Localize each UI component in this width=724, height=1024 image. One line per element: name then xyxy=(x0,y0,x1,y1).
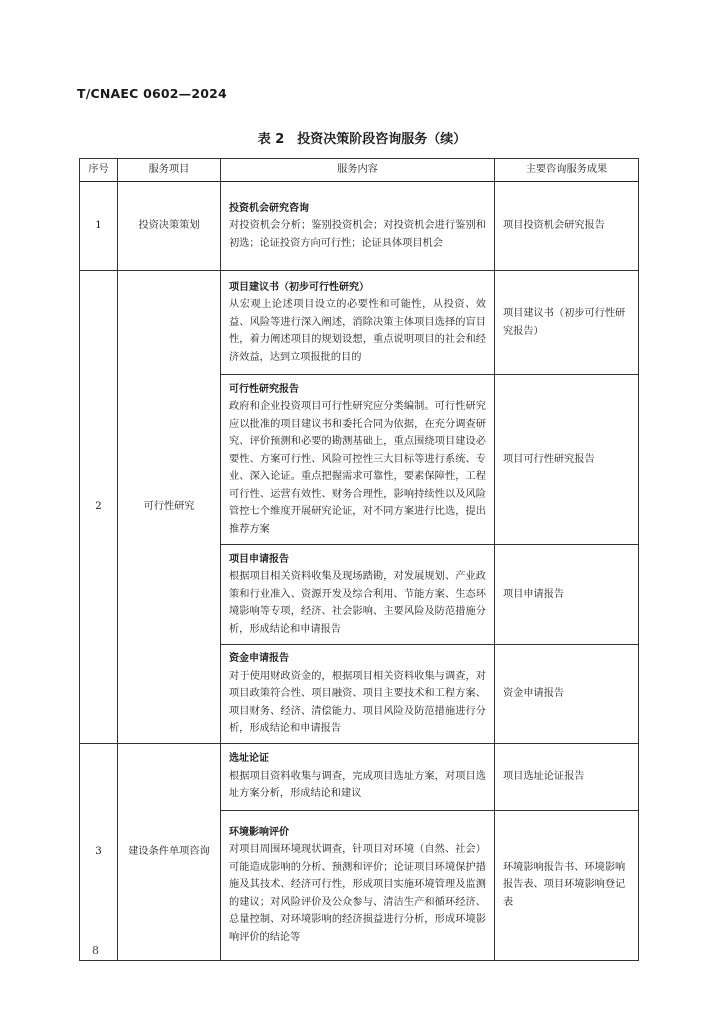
table-title: 表 2 投资决策阶段咨询服务（续） xyxy=(257,132,467,147)
service-result: 资金申请报告 xyxy=(495,645,639,744)
service-result: 项目投资机会研究报告 xyxy=(495,182,639,271)
service-content xyxy=(221,743,495,810)
service-content-body: 从宏观上论述项目设立的必要性和可能性，从投资、效益、风险等进行深入阐述，消除决策主体项目选择的盲目性，着力阐述项目的规划设想，重点说明项目的社会和经济效益，达到立项报批的目的 xyxy=(229,299,486,363)
service-content xyxy=(221,375,495,545)
document-standard-code: T/CNAEC 0602—2024 xyxy=(77,86,227,101)
row-number: 1 xyxy=(80,182,118,271)
service-content xyxy=(221,182,495,271)
page-number: 8 xyxy=(92,944,99,957)
service-content xyxy=(221,810,495,960)
service-item: 建设条件单项咨询 xyxy=(118,743,221,960)
service-content-title: 项目申请报告 xyxy=(229,553,289,565)
table-row xyxy=(80,743,639,810)
service-content-title: 可行性研究报告 xyxy=(229,383,299,395)
service-content-title: 环境影响评价 xyxy=(229,826,289,838)
service-content xyxy=(221,271,495,375)
service-content-title: 资金申请报告 xyxy=(229,653,289,664)
service-content-title: 投资机会研究咨询 xyxy=(229,202,309,214)
service-result: 项目申请报告 xyxy=(495,545,639,645)
column-header-service-content: 服务内容 xyxy=(221,159,495,182)
service-content xyxy=(221,645,495,744)
service-content-body: 根据项目相关资料收集及现场踏勘，对发展规划、产业政策和行业准入、资源开发及综合利用、节能方案、生态环境影响等专项，经济、社会影响、主要风险及防范措施分析，形成结论和申请报告 xyxy=(229,571,486,635)
service-content xyxy=(221,545,495,645)
service-content-body: 政府和企业投资项目可行性研究应分类编制。可行性研究应以批准的项目建议书和委托合同为依据，在充分调查研究、评价预测和必要的勘测基础上，重点围绕项目建设必要性、方案可行性、风险可控性三大目标等进行系统、专业、深入论证。重点把握需求可靠性，要素保障性，工程可行性、运营有效性、财务合理性，影响持续性以及风险管控七个维度开展研究论证，对不同方案进行比选，提出推荐方案 xyxy=(229,401,486,535)
service-content-title: 项目建议书（初步可行性研究） xyxy=(229,281,369,293)
table-row xyxy=(80,182,639,271)
service-content-body: 对投资机会分析；鉴别投资机会；对投资机会进行鉴别和初选；论证投资方向可行性；论证具体项目机会 xyxy=(229,220,486,249)
row-number: 3 xyxy=(80,743,118,960)
service-item: 投资决策策划 xyxy=(118,182,221,271)
consulting-services-table xyxy=(79,158,639,961)
service-content-body: 根据项目资料收集与调查，完成项目选址方案，对项目选址方案分析，形成结论和建议 xyxy=(229,770,486,800)
service-content-title: 选址论证 xyxy=(229,753,269,765)
column-header-number: 序号 xyxy=(80,159,118,182)
service-result: 项目选址论证报告 xyxy=(495,743,639,810)
column-header-service-item: 服务项目 xyxy=(118,159,221,182)
service-content-body: 对于使用财政资金的，根据项目相关资料收集与调查，对项目政策符合性、项目融资、项目主要技术和工程方案、项目财务、经济、清偿能力、项目风险及防范措施进行分析，形成结论和申请报告 xyxy=(229,670,486,734)
service-content-body: 对项目周围环境现状调查，针项目对环境（自然、社会）可能造成影响的分析、预测和评价；论证项目环境保护措施及其技术、经济可行性，形成项目实施环境管理及监测的建议；对风险评价及公众参与、清洁生产和循环经济、总量控制、对环境影响的经济损益进行分析，形成环境影响评价的结论等 xyxy=(229,844,486,943)
service-result: 环境影响报告书、环境影响报告表、项目环境影响登记表 xyxy=(495,810,639,960)
service-item: 可行性研究 xyxy=(118,271,221,744)
column-header-result: 主要咨询服务成果 xyxy=(495,159,639,182)
table-row xyxy=(80,271,639,375)
service-result: 项目可行性研究报告 xyxy=(495,375,639,545)
row-number: 2 xyxy=(80,271,118,744)
service-result: 项目建议书（初步可行性研究报告） xyxy=(495,271,639,375)
table-header-row xyxy=(80,159,639,182)
